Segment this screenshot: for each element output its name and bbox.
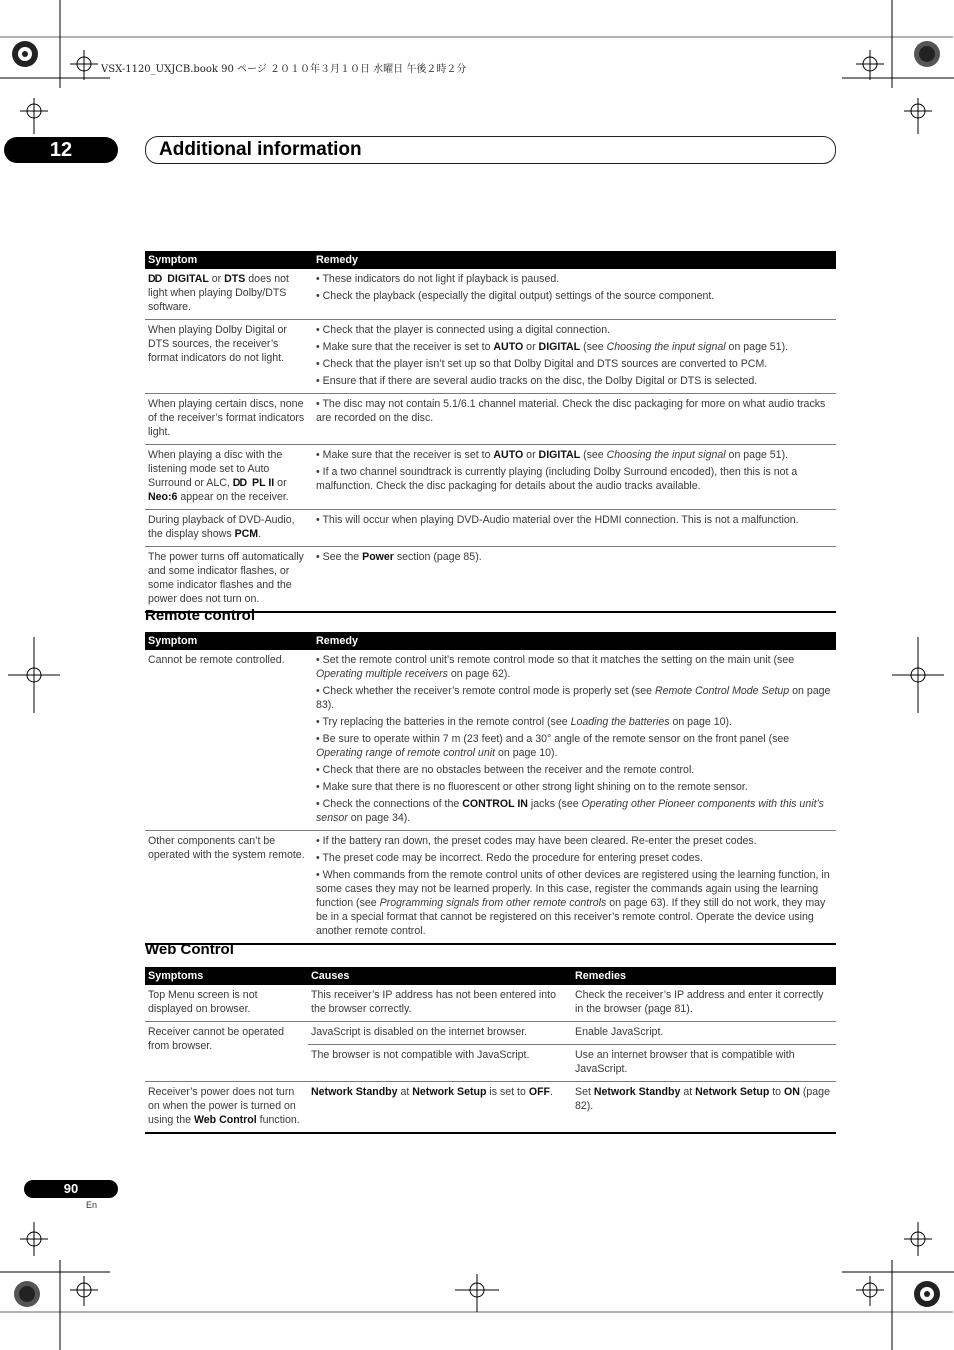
text-run: • Check the playback (especially the digital output) settings of the source component. <box>316 290 715 302</box>
text-run: on page 51). <box>725 449 789 461</box>
text-run: • The disc may not contain 5.1/6.1 channel material. Check the disc packaging for more on what audio tracks are recorded on the disc. <box>316 398 826 424</box>
remedy-cell <box>313 320 836 394</box>
bold-term: Web Control <box>193 1114 257 1126</box>
chapter-title: Additional information <box>159 139 362 160</box>
cause-cell <box>308 1082 572 1134</box>
dolby-logo-icon: DD <box>232 477 247 489</box>
remedy-item <box>316 289 833 303</box>
bold-term: AUTO <box>493 341 524 353</box>
bold-term: PCM <box>234 528 259 540</box>
symptom-cell <box>145 269 313 320</box>
text-run: on page 51). <box>725 341 789 353</box>
text-run: to <box>769 1086 785 1098</box>
symptom-cell <box>145 394 313 445</box>
remedy-item <box>316 465 833 493</box>
text-run: . <box>550 1086 553 1098</box>
cause-cell <box>308 1045 572 1082</box>
bold-term: ON <box>784 1086 800 1098</box>
text-run: Use an internet browser that is compatible with JavaScript. <box>575 1049 795 1075</box>
symptom-header: Symptom <box>145 251 313 269</box>
text-run: • Make sure that the receiver is set to <box>316 449 494 461</box>
remedy-cell <box>313 650 836 831</box>
text-run: on page 10). <box>669 716 732 728</box>
symptom-cell <box>145 547 313 613</box>
file-header: VSX-1120_UXJCB.book 90 ページ ２０１０年３月１０日 水曜日 午後２時２分 <box>101 64 467 75</box>
table-row <box>145 547 836 613</box>
text-run: JavaScript is disabled on the internet browser. <box>311 1026 528 1038</box>
page-number: 90 <box>24 1180 118 1198</box>
table-row <box>145 650 836 831</box>
table-header-row <box>145 632 836 650</box>
page-reference: Loading the batteries <box>570 716 670 728</box>
text-run: section (page 85). <box>393 551 482 563</box>
chapter-title-bar <box>145 136 836 164</box>
symptom-cell <box>145 985 308 1022</box>
text-run: • If a two channel soundtrack is currently playing (including Dolby Surround encoded), then this is not a malfunction. Check the disc packaging for details about the audio tracks available. <box>316 466 798 492</box>
text-run: on page 83). <box>316 685 831 711</box>
text-run: Cannot be remote controlled. <box>148 654 285 666</box>
text-run: on page 63). If they still do not work, they may be in a special format that cannot be registered on this receiver’s remote control. Operate the device using another remote control. <box>316 897 826 937</box>
text-run: • These indicators do not light if playback is paused. <box>316 273 560 285</box>
text-run: • When commands from the remote control units of other devices are registered using the learning function, in some cases they may not be learned properly. In this case, register the commands again using the learning function (see <box>316 869 830 909</box>
text-run: Enable JavaScript. <box>575 1026 664 1038</box>
bold-term: DIGITAL <box>538 341 581 353</box>
text-run: Check the receiver’s IP address and enter it correctly in the browser (page 81). <box>575 989 824 1015</box>
remedy-header: Remedy <box>313 251 836 269</box>
text-run: During playback of DVD-Audio, the display shows <box>148 514 295 540</box>
text-run: Receiver’s power does not turn on when the power is turned on using the <box>148 1086 296 1126</box>
text-run: • Check that the player isn’t set up so that Dolby Digital and DTS sources are converted to PCM. <box>316 358 768 370</box>
remedy-item <box>316 715 833 729</box>
text-run: jacks (see <box>527 798 582 810</box>
bold-term: DIGITAL <box>538 449 581 461</box>
remedy-item <box>316 340 833 354</box>
remedy-item <box>316 397 833 425</box>
symptom-cell <box>145 650 313 831</box>
page-reference: Choosing the input signal <box>606 341 726 353</box>
text-run: • This will occur when playing DVD-Audio material over the HDMI connection. This is not a malfunction. <box>316 514 799 526</box>
table-row <box>145 831 836 945</box>
remedy-cell <box>572 1022 836 1045</box>
text-run: Set <box>575 1086 594 1098</box>
remedy-header: Remedy <box>313 632 836 650</box>
cause-cell <box>308 1022 572 1045</box>
remote-control-heading: Remote control <box>145 607 256 624</box>
remedy-item <box>316 851 833 865</box>
remedy-cell <box>313 269 836 320</box>
text-run: appear on the receiver. <box>177 491 289 503</box>
bold-term: AUTO <box>493 449 524 461</box>
table-header-row <box>145 967 836 985</box>
table-header-row <box>145 251 836 269</box>
table-row <box>145 445 836 510</box>
remedy-cell <box>572 1045 836 1082</box>
remedy-cell <box>313 831 836 945</box>
text-run: on page 34). <box>347 812 411 824</box>
dolby-logo-icon: DD <box>148 273 162 285</box>
bold-term: CONTROL IN <box>462 798 528 810</box>
text-run: This receiver’s IP address has not been entered into the browser correctly. <box>311 989 556 1015</box>
remedies-header: Remedies <box>572 967 836 985</box>
page-language: En <box>86 1200 98 1210</box>
text-run: Receiver cannot be operated from browser. <box>148 1026 285 1052</box>
bold-term: DIGITAL <box>164 273 209 285</box>
text-run: The browser is not compatible with JavaScript. <box>311 1049 530 1061</box>
web-control-table <box>145 967 836 1134</box>
remedy-item <box>316 550 833 564</box>
symptom-cell <box>145 831 313 945</box>
text-run: • Try replacing the batteries in the remote control (see <box>316 716 571 728</box>
table-row <box>145 269 836 320</box>
causes-header: Causes <box>308 967 572 985</box>
remedy-item <box>316 272 833 286</box>
remedy-item <box>316 513 833 527</box>
text-run: at <box>397 1086 413 1098</box>
text-run: (see <box>580 341 607 353</box>
text-run: is set to <box>486 1086 529 1098</box>
text-run: does not light when playing Dolby/DTS software. <box>148 273 289 313</box>
bold-term: Power <box>362 551 394 563</box>
table-row <box>145 510 836 547</box>
text-run: Top Menu screen is not displayed on browser. <box>148 989 258 1015</box>
text-run: • Check whether the receiver’s remote control mode is properly set (see <box>316 685 655 697</box>
remedy-item <box>316 448 833 462</box>
page-reference: Choosing the input signal <box>606 449 726 461</box>
table-row <box>145 1082 836 1134</box>
bold-term: OFF <box>528 1086 551 1098</box>
symptom-cell <box>145 320 313 394</box>
text-run: • Be sure to operate within 7 m (23 feet) and a 30° angle of the remote sensor on the front panel (see <box>316 733 790 745</box>
text-run: or <box>274 477 287 489</box>
remedy-item <box>316 374 833 388</box>
text-run: or <box>208 273 225 285</box>
symptoms-header: Symptoms <box>145 967 308 985</box>
remedy-cell <box>313 445 836 510</box>
remedy-item <box>316 732 833 760</box>
text-run: • See the <box>316 551 363 563</box>
remedy-cell <box>572 985 836 1022</box>
text-run: When playing certain discs, none of the receiver’s format indicators light. <box>148 398 305 438</box>
table-row <box>145 394 836 445</box>
bold-term: DTS <box>224 273 246 285</box>
bold-term: Network Standby <box>593 1086 681 1098</box>
remedy-cell <box>313 510 836 547</box>
remedy-cell <box>313 394 836 445</box>
table-row <box>145 320 836 394</box>
symptom-header: Symptom <box>145 632 313 650</box>
symptom-cell <box>145 510 313 547</box>
bold-term: Neo:6 <box>148 491 178 503</box>
text-run: • Check the connections of the <box>316 798 463 810</box>
remedy-item <box>316 780 833 794</box>
page-reference: Operating other Pioneer components with this unit’s sensor <box>316 798 824 824</box>
symptom-cell <box>145 1022 308 1082</box>
text-run: Other components can’t be operated with the system remote. <box>148 835 305 861</box>
text-run: • The preset code may be incorrect. Redo the procedure for entering preset codes. <box>316 852 703 864</box>
symptom-cell <box>145 445 313 510</box>
text-run: or <box>523 449 539 461</box>
table-row <box>145 1022 836 1045</box>
text-run: When playing a disc with the listening mode set to Auto Surround or ALC, <box>148 449 283 489</box>
remedy-item <box>316 323 833 337</box>
text-run: • Ensure that if there are several audio tracks on the disc, the Dolby Digital or DTS is selected. <box>316 375 758 387</box>
chapter-number-badge: 12 <box>4 137 118 163</box>
text-run: When playing Dolby Digital or DTS sources, the receiver’s format indicators do not light. <box>148 324 287 364</box>
text-run: The power turns off automatically and some indicator flashes, or some indicator flashes and the power does not turn on. <box>148 551 304 605</box>
remote-control-table <box>145 632 836 945</box>
page-reference: Operating range of remote control unit <box>316 747 496 759</box>
remedy-item <box>316 797 833 825</box>
remedy-item <box>316 834 833 848</box>
bold-term: Network Standby <box>311 1086 398 1098</box>
table-row <box>145 985 836 1022</box>
text-run: . <box>258 528 262 540</box>
general-troubleshooting-table <box>145 251 836 613</box>
text-run: at <box>680 1086 696 1098</box>
text-run: • Make sure that the receiver is set to <box>316 341 494 353</box>
bold-term: Network Setup <box>695 1086 770 1098</box>
page-reference: Operating multiple receivers <box>316 668 448 680</box>
text-run: (see <box>580 449 607 461</box>
text-run: (page 82). <box>575 1086 830 1112</box>
remedy-cell <box>313 547 836 613</box>
page-reference: Programming signals from other remote controls <box>379 897 607 909</box>
text-run: • If the battery ran down, the preset codes may have been cleared. Re-enter the preset codes. <box>316 835 757 847</box>
text-run: or <box>523 341 539 353</box>
remedy-item <box>316 684 833 712</box>
symptom-cell <box>145 1082 308 1134</box>
bold-term: Network Setup <box>412 1086 487 1098</box>
remedy-item <box>316 653 833 681</box>
text-run: on page 10). <box>495 747 558 759</box>
text-run: function. <box>256 1114 300 1126</box>
text-run: • Check that the player is connected using a digital connection. <box>316 324 611 336</box>
text-run: • Check that there are no obstacles between the receiver and the remote control. <box>316 764 695 776</box>
web-control-heading: Web Control <box>145 941 234 958</box>
cause-cell <box>308 985 572 1022</box>
text-run: • Make sure that there is no fluorescent or other strong light shining on to the remote sensor. <box>316 781 748 793</box>
text-run: on page 62). <box>447 668 511 680</box>
remedy-cell <box>572 1082 836 1134</box>
page-reference: Remote Control Mode Setup <box>654 685 790 697</box>
bold-term: PL II <box>249 477 275 489</box>
remedy-item <box>316 868 833 938</box>
remedy-item <box>316 357 833 371</box>
remedy-item <box>316 763 833 777</box>
text-run: • Set the remote control unit’s remote control mode so that it matches the setting on the main unit (see <box>316 654 795 666</box>
